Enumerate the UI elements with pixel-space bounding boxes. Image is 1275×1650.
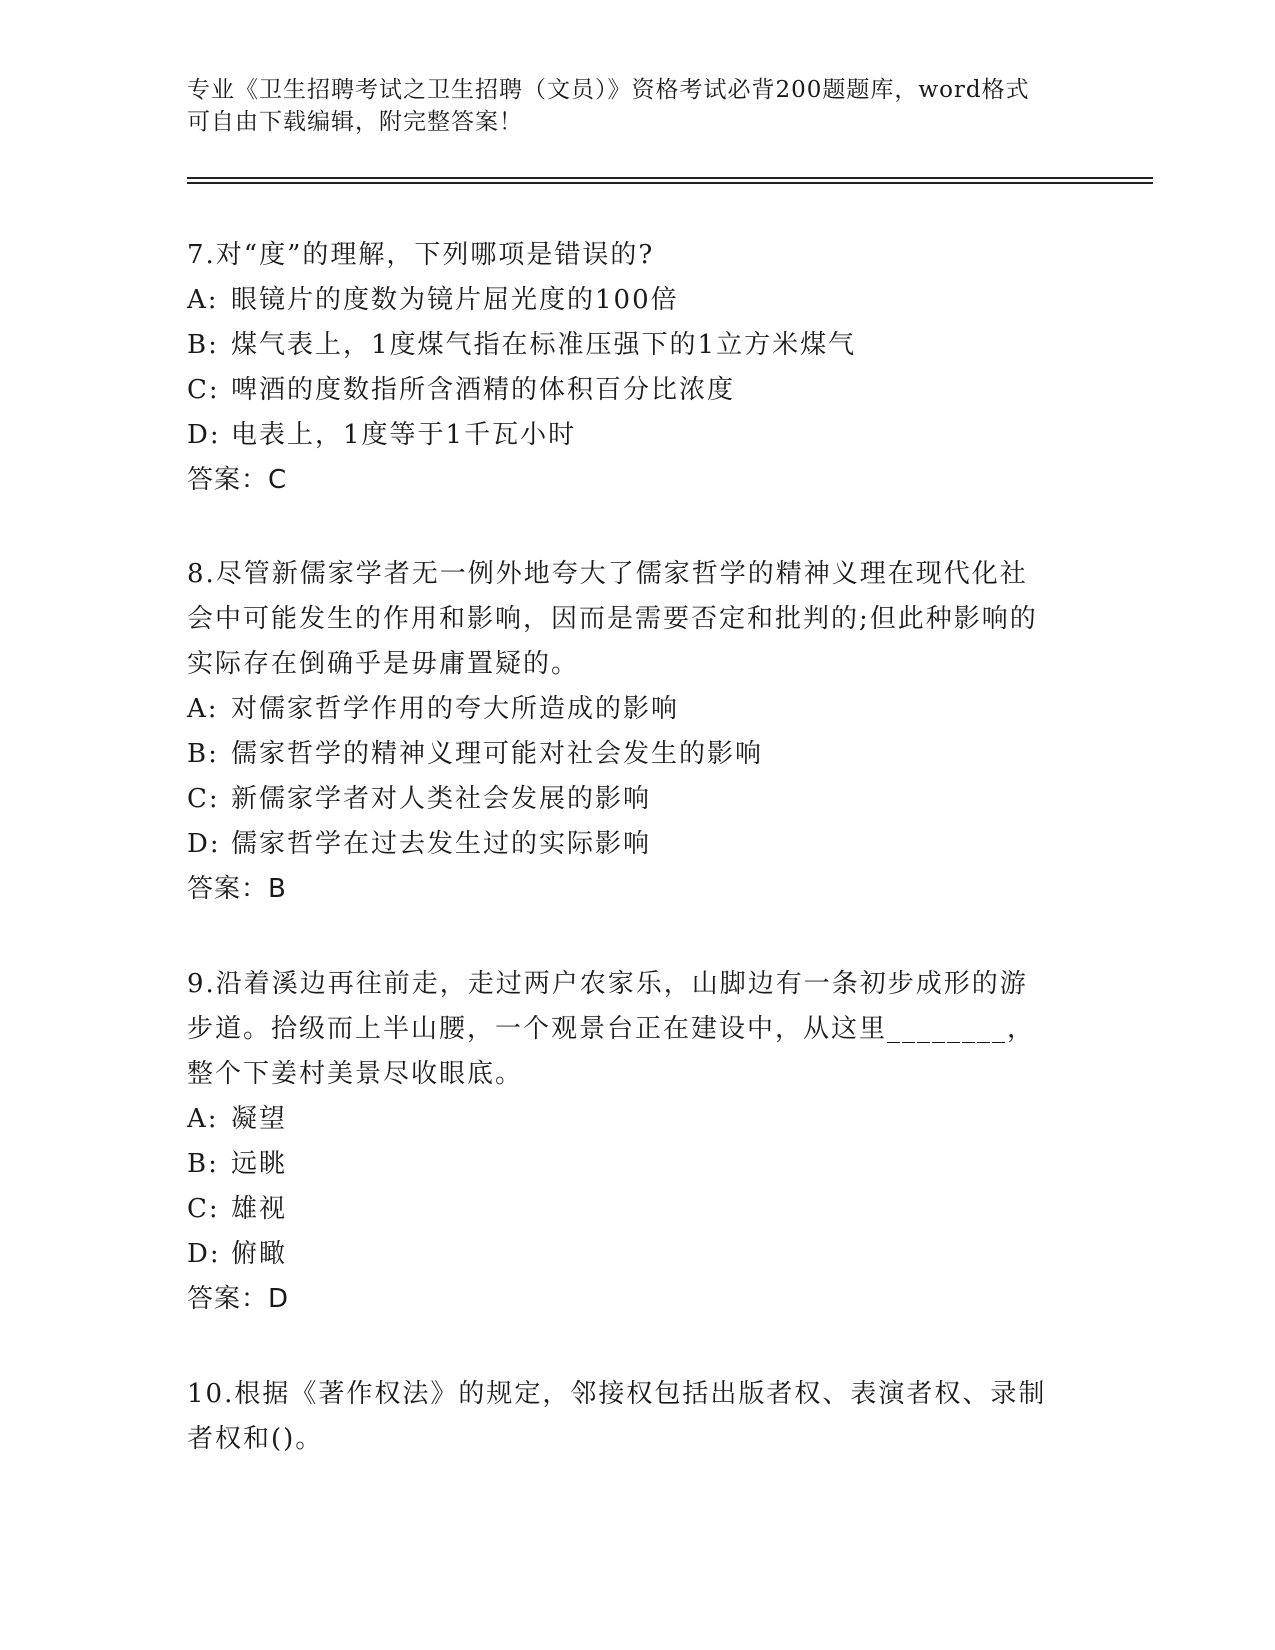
- option-key: B:: [187, 1149, 219, 1179]
- option-text: 儒家哲学在过去发生过的实际影响: [231, 829, 652, 859]
- option-key: B:: [187, 330, 219, 360]
- option-key: D:: [187, 420, 221, 450]
- question-stem: 7.对“度”的理解，下列哪项是错误的?: [187, 240, 655, 270]
- question-9: [187, 962, 1077, 1322]
- option-text: 凝望: [231, 1104, 288, 1134]
- question-stem-line: 9.沿着溪边再往前走，走过两户农家乐，山脚边有一条初步成形的游: [187, 969, 1028, 999]
- document-header: [187, 74, 1067, 138]
- question-stem-line: 8.尽管新儒家学者无一例外地夸大了儒家哲学的精神义理在现代化社: [187, 559, 1028, 589]
- answer-line: 答案：C: [187, 465, 288, 495]
- question-stem-line: 会中可能发生的作用和影响，因而是需要否定和批判的;但此种影响的: [187, 604, 1038, 634]
- option-text: 煤气表上，1度煤气指在标准压强下的1立方米煤气: [231, 330, 857, 360]
- header-divider-top: [187, 177, 1153, 179]
- option-d: [187, 1232, 1077, 1277]
- option-b: [187, 1142, 1077, 1187]
- option-key: D:: [187, 1239, 221, 1269]
- option-text: 眼镜片的度数为镜片屈光度的100倍: [231, 285, 679, 315]
- question-stem-line: 实际存在倒确乎是毋庸置疑的。: [187, 649, 580, 679]
- answer-line: 答案：D: [187, 1284, 290, 1314]
- header-line-2: 可自由下载编辑，附完整答案！: [187, 109, 523, 135]
- option-key: B:: [187, 739, 219, 769]
- option-d: [187, 413, 1077, 458]
- question-stem-line: 步道。拾级而上半山腰，一个观景台正在建设中，从这里________，: [187, 1014, 1036, 1044]
- option-key: A:: [187, 1104, 219, 1134]
- question-stem-line: 者权和()。: [187, 1424, 324, 1454]
- option-key: C:: [187, 784, 220, 814]
- option-key: C:: [187, 375, 220, 405]
- option-a: [187, 1097, 1077, 1142]
- question-7: [187, 233, 1077, 503]
- option-key: A:: [187, 285, 219, 315]
- option-c: [187, 368, 1077, 413]
- question-stem-line: 10.根据《著作权法》的规定，邻接权包括出版者权、表演者权、录制: [187, 1379, 1047, 1409]
- header-divider-bottom: [187, 182, 1153, 184]
- option-key: D:: [187, 829, 221, 859]
- option-text: 电表上，1度等于1千瓦小时: [231, 420, 577, 450]
- option-c: [187, 777, 1077, 822]
- question-8: [187, 552, 1077, 912]
- option-text: 俯瞰: [231, 1239, 288, 1269]
- option-text: 啤酒的度数指所含酒精的体积百分比浓度: [231, 375, 736, 405]
- header-line-1: 专业《卫生招聘考试之卫生招聘（文员）》资格考试必背200题题库，word格式: [187, 77, 1030, 103]
- option-b: [187, 323, 1077, 368]
- option-text: 儒家哲学的精神义理可能对社会发生的影响: [231, 739, 764, 769]
- question-10: [187, 1372, 1077, 1462]
- option-a: [187, 687, 1077, 732]
- option-text: 雄视: [231, 1194, 288, 1224]
- option-c: [187, 1187, 1077, 1232]
- option-a: [187, 278, 1077, 323]
- option-d: [187, 822, 1077, 867]
- option-b: [187, 732, 1077, 777]
- question-stem-line: 整个下姜村美景尽收眼底。: [187, 1059, 524, 1089]
- option-text: 对儒家哲学作用的夸大所造成的影响: [231, 694, 680, 724]
- option-key: C:: [187, 1194, 220, 1224]
- answer-line: 答案：B: [187, 874, 287, 904]
- option-text: 远眺: [231, 1149, 288, 1179]
- option-text: 新儒家学者对人类社会发展的影响: [231, 784, 652, 814]
- option-key: A:: [187, 694, 219, 724]
